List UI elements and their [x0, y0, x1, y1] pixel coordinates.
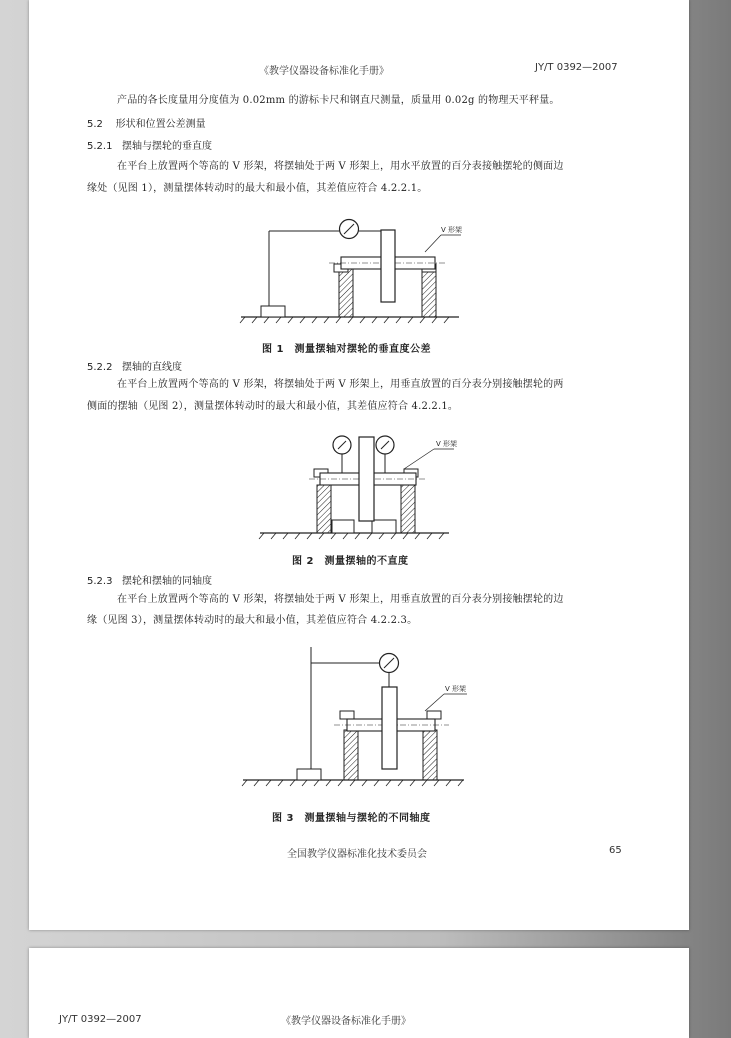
dial-indicator-stand: [261, 231, 385, 317]
section-5-2-1-heading: [87, 137, 212, 152]
section-title: 摆轴与摆轮的垂直度: [122, 141, 212, 152]
pendulum-wheel: [382, 687, 397, 769]
header-standard-code: JY/T 0392—2007: [59, 1014, 142, 1025]
v-block-right: [422, 264, 436, 317]
section-5-2-2-heading: [87, 358, 182, 373]
dial-indicator-icon: [340, 220, 359, 239]
pendulum-wheel: [381, 230, 395, 302]
ground-platform: [242, 780, 464, 786]
stand-base-left: [332, 520, 354, 533]
pendulum-wheel: [359, 437, 374, 521]
section-title: 摆轴的直线度: [122, 362, 182, 373]
section-number: 5.2: [87, 119, 103, 130]
section-number: 5.2.3: [87, 576, 113, 587]
figure-3-diagram: [239, 645, 469, 790]
header-book-title: 《教学仪器设备标准化手册》: [281, 1016, 411, 1027]
ground-platform: [259, 533, 449, 539]
figure-2-caption: 图 2 测量摆轴的不直度: [292, 556, 409, 567]
figure-2-diagram: [254, 425, 458, 540]
section-5-2-3-body-line1: 在平台上放置两个等高的 V 形架，将摆轴处于两 V 形架上，用垂直放置的百分表分别接触摆轮的边: [117, 594, 564, 605]
dial-indicator-left-icon: [333, 436, 351, 473]
figure-3-label: V 形架: [445, 685, 467, 693]
section-number: 5.2.2: [87, 362, 113, 373]
figure-3-caption: 图 3 测量摆轴与摆轮的不同轴度: [272, 813, 431, 824]
document-page: [29, 0, 689, 930]
section-5-2-1-body-line1: 在平台上放置两个等高的 V 形架，将摆轴处于两 V 形架上，用水平放置的百分表接触摆轮的侧面边: [117, 161, 564, 172]
section-5-2-1-body-line2: 缘处（见图 1），测量摆体转动时的最大和最小值，其差值应符合 4.2.2.1。: [87, 183, 428, 194]
figure-1-diagram: [229, 205, 469, 330]
section-5-2-heading: [87, 115, 206, 130]
figure-1-caption: 图 1 测量摆轴对摆轮的垂直度公差: [262, 344, 431, 355]
intro-paragraph: 产品的各长度量用分度值为 0.02mm 的游标卡尺和钢直尺测量，质量用 0.02g 的物理天平秤量。: [117, 95, 560, 106]
header-book-title: 《教学仪器设备标准化手册》: [259, 66, 389, 77]
figure-1-label: V 形架: [441, 226, 463, 234]
footer-page-number: 65: [609, 845, 622, 856]
dial-indicator-icon: [380, 654, 399, 688]
section-5-2-2-body-line2: 侧面的摆轴（见图 2），测量摆体转动时的最大和最小值，其差值应符合 4.2.2.1。: [87, 401, 459, 412]
ground-platform: [240, 317, 459, 323]
v-block-left: [334, 264, 353, 317]
footer-committee: 全国教学仪器标准化技术委员会: [287, 849, 427, 860]
section-number: 5.2.1: [87, 141, 113, 152]
figure-2-label: V 形架: [436, 440, 458, 448]
section-5-2-2-body-line1: 在平台上放置两个等高的 V 形架，将摆轴处于两 V 形架上，用垂直放置的百分表分别接触摆轮的两: [117, 379, 564, 390]
section-5-2-3-body-line2: 缘（见图 3），测量摆体转动时的最大和最小值，其差值应符合 4.2.2.3。: [87, 615, 418, 626]
section-5-2-3-heading: [87, 572, 212, 587]
next-document-page: [29, 948, 689, 1038]
section-title: 摆轮和摆轴的同轴度: [122, 576, 212, 587]
dial-indicator-right-icon: [376, 436, 394, 473]
stand-base-right: [372, 520, 396, 533]
header-standard-code: JY/T 0392—2007: [535, 62, 618, 73]
section-title: 形状和位置公差测量: [115, 119, 206, 130]
